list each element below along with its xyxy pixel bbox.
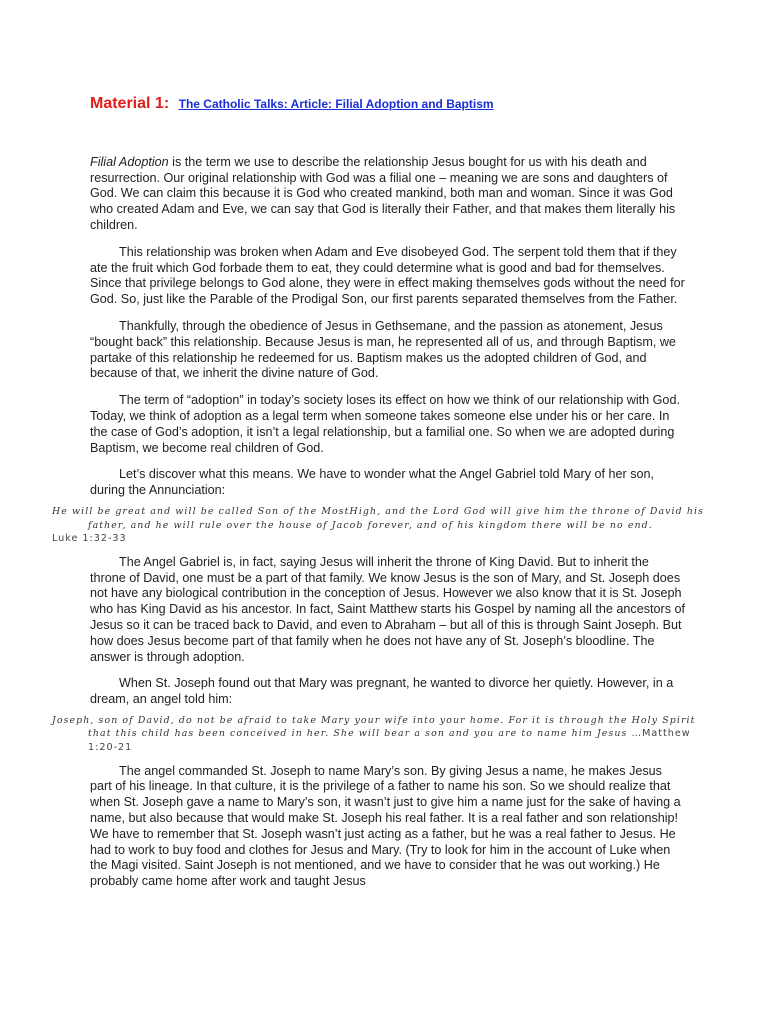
paragraph-throne-of-david: The Angel Gabriel is, in fact, saying Jesus will inherit the throne of King David. But to inherit the throne of David, one must be a part of that family. We know Jesus is the son of Mary, and St. Joseph does not have any biological contribution in the conception of Jesus. However we also know that it is St. Joseph who has King David as his ancestor. In fact, Saint Matthew starts his Gospel by naming all the ancestors of Jesus so it can be traced back to David, and even to Abraham – but all of this is through Saint Joseph. But how does Jesus become part of that family when he does not have any of St. Joseph’s bloodline. The answer is through adoption. [90, 554, 686, 664]
material-heading [90, 96, 687, 113]
quote-text: He will be great and will be called Son of the MostHigh, and the Lord God will give him the throne of David his father, and he will rule over the house of Jacob forever, and of his kingdom there will be no end. [52, 505, 704, 531]
quote-reference: …Matthew 1:20-21 [88, 728, 691, 754]
paragraph-adoption-term: The term of “adoption” in today’s society loses its effect on how we think of our relationship with God. Today, we think of adoption as a legal term when someone takes someone else under his or her care. In the case of God’s adoption, it isn’t a legal relationship, but a familial one. So when we are adopted during Baptism, we become real children of God. [90, 393, 680, 455]
term-filial-adoption: Filial Adoption [90, 154, 169, 169]
paragraph-filial-adoption [90, 155, 687, 234]
scripture-quote-luke [52, 505, 720, 546]
paragraph-naming: The angel commanded St. Joseph to name Mary’s son. By giving Jesus a name, he makes Jesus part of his lineage. In that culture, it is the privilege of a father to name his son. So we should realize that when St. Joseph gave a name to Mary’s son, it wasn’t just to give him a name just for the sake of having a name, but also because that would make St. Joseph his real father. It is a real father and son relationship! We have to remember that St. Joseph wasn’t just acting as a father, but he was a real father to Jesus. He had to work to buy food and clothes for Jesus and Mary. (Try to look for him in the account of Luke when the Magi visited. Saint Joseph is not mentioned, and we have to consider that he was out working.) He probably came home after work and taught Jesus [90, 763, 681, 889]
scripture-quote-matthew [52, 714, 720, 755]
paragraph-broken-relationship: This relationship was broken when Adam and Eve disobeyed God. The serpent told them that if they ate the fruit which God forbade them to eat, they could determine what is good and bad for themselves. Since that privilege belongs to God alone, they were in effect making themselves gods without the need for God. So, just like the Parable of the Prodigal Son, our first parents separated themselves from the Father. [90, 244, 685, 307]
paragraph-annunciation: Let’s discover what this means. We have to wonder what the Angel Gabriel told Mary of her son, during the Annunciation: [90, 467, 655, 498]
material-label: Material 1: [90, 95, 170, 112]
paragraph-gethsemane: Thankfully, through the obedience of Jesus in Gethsemane, and the passion as atonement, Jesus “bought back” this relationship. Because Jesus is man, he represented all of us, and through Baptism, we partake of this relationship he redeemed for us. Baptism makes us the adopted children of God, and because of that, we inherit the divine nature of God. [90, 318, 676, 381]
quote-reference: Luke 1:32-33 [52, 533, 127, 545]
paragraph-text: is the term we use to describe the relationship Jesus bought for us with his death and resurrection. Our original relationship with God was a filial one – meaning we are sons and daughters of God. We can claim this because it is God who created mankind, both man and woman. Since it was God who created Adam and Eve, we can say that God is literally their Father, and that makes them literally his children. [90, 154, 676, 232]
paragraph-joseph-dream: When St. Joseph found out that Mary was pregnant, he wanted to divorce her quietly. However, in a dream, an angel told him: [90, 676, 674, 707]
article-body [52, 95, 704, 901]
quote-text: Joseph, son of David, do not be afraid to take Mary your wife into your home. For it is through the Holy Spirit that this child has been conceived in her. She will bear a son and you are to name him Jesus [52, 714, 696, 740]
article-title-link[interactable]: The Catholic Talks: Article: Filial Adoption and Baptism [178, 97, 494, 111]
